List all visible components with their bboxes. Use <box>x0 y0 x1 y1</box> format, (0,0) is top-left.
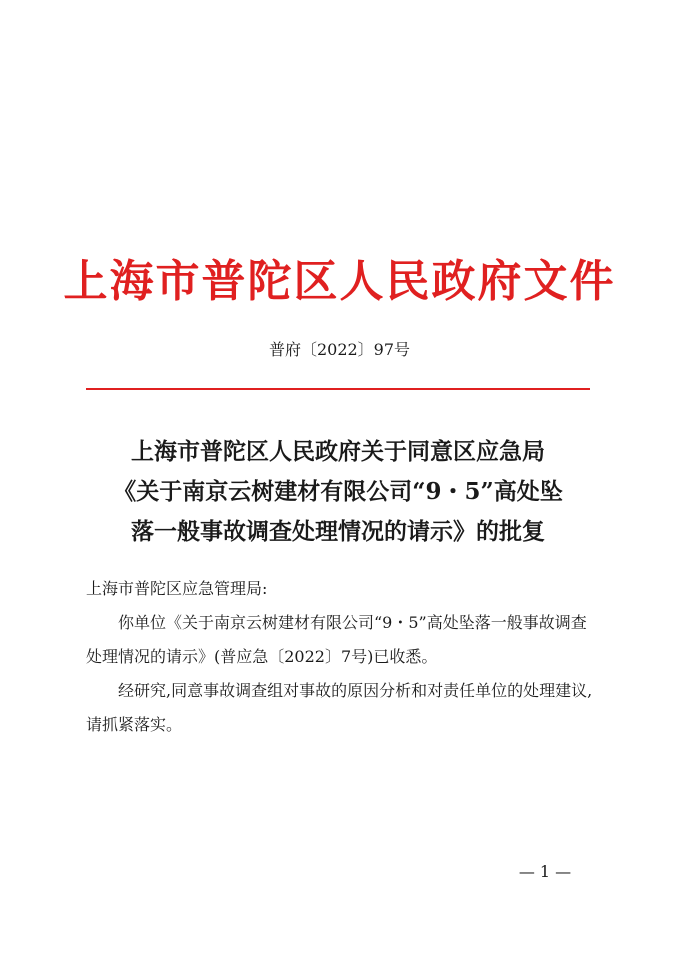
document-header-title: 上海市普陀区人民政府文件 <box>63 256 616 307</box>
body-paragraph: 经研究,同意事故调查组对事故的原因分析和对责任单位的处理建议,请抓紧落实。 <box>86 681 593 734</box>
title-line: 《关于南京云树建材有限公司“9・5”高处坠 <box>113 478 563 505</box>
red-divider-line <box>86 388 590 390</box>
title-line: 上海市普陀区人民政府关于同意区应急局 <box>131 438 545 465</box>
document-title <box>86 432 590 552</box>
addressee: 上海市普陀区应急管理局: <box>86 579 268 598</box>
page-number: — 1 — <box>518 862 572 881</box>
document-number: 普府〔2022〕97号 <box>268 340 411 359</box>
title-line: 落一般事故调查处理情况的请示》的批复 <box>131 518 545 545</box>
document-body <box>86 572 594 742</box>
body-paragraph: 你单位《关于南京云树建材有限公司“9・5”高处坠落一般事故调查处理情况的请示》(普应急〔2022〕7号)已收悉。 <box>86 613 587 666</box>
